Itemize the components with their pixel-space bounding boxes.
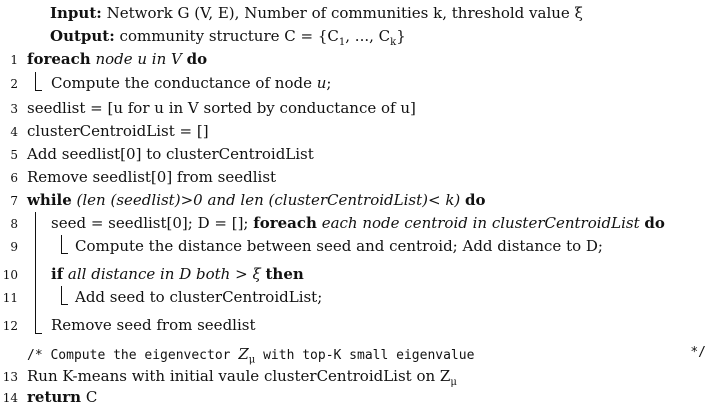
keyword: while xyxy=(27,191,72,209)
while-block-bar-end xyxy=(35,333,42,334)
line-sub: μ xyxy=(450,377,457,388)
line-text: seed = seedlist[0]; D = []; xyxy=(51,214,254,232)
line-text: Compute the conductance of node xyxy=(51,74,317,92)
output-sub-k: k xyxy=(390,37,397,48)
line-number: 7 xyxy=(10,194,18,208)
line-number: 6 xyxy=(10,171,18,185)
line-number: 8 xyxy=(10,217,18,231)
line-number: 13 xyxy=(2,370,18,384)
line-tail: ; xyxy=(326,74,332,92)
comment-text: /* Compute the eigenvector xyxy=(27,348,239,363)
keyword: then xyxy=(265,265,304,283)
line-tail: > ξ xyxy=(235,265,266,283)
block-bar-end xyxy=(35,90,42,91)
line-text: Run K-means with initial vaule clusterCentroidList on Z xyxy=(27,367,451,385)
line-text: Remove seedlist[0] from seedlist xyxy=(27,168,277,186)
output-end: } xyxy=(396,27,406,45)
keyword: do xyxy=(186,50,208,68)
line-number: 2 xyxy=(10,77,18,91)
line-text: clusterCentroidList = [] xyxy=(27,122,209,140)
line-number: 1 xyxy=(10,53,18,67)
line-number: 12 xyxy=(2,319,18,333)
line-text: Add seedlist[0] to clusterCentroidList xyxy=(27,145,314,163)
keyword: if xyxy=(51,265,64,283)
line-number: 11 xyxy=(2,291,18,305)
block-bar xyxy=(35,72,36,90)
line-itext: all distance in D both xyxy=(63,265,236,283)
line-text: (len (seedlist)>0 and len (clusterCentroidList)< k) xyxy=(71,191,466,209)
line-var: u xyxy=(316,74,327,92)
keyword: foreach xyxy=(253,214,317,232)
keyword: do xyxy=(644,214,665,232)
keyword: return xyxy=(27,388,82,406)
block-bar xyxy=(61,286,62,304)
line-text: Compute the distance between seed and centroid; Add distance to D; xyxy=(75,237,603,255)
block-bar-end xyxy=(61,304,68,305)
line-text: Add seed to clusterCentroidList; xyxy=(75,288,323,306)
line-number: 9 xyxy=(10,240,18,254)
line-text: C xyxy=(81,388,98,406)
comment-tail: with top-K small eigenvalue xyxy=(255,348,475,363)
line-text: node u in V xyxy=(90,50,187,68)
keyword: do xyxy=(465,191,486,209)
input-text: Network G (V, E), Number of communities k, threshold value ξ xyxy=(106,4,583,22)
block-bar-end xyxy=(61,253,68,254)
line-number: 4 xyxy=(10,125,18,139)
line-number: 5 xyxy=(10,148,18,162)
line-number: 10 xyxy=(2,268,18,282)
output-label: Output: xyxy=(50,27,115,45)
algo-comment xyxy=(0,344,714,368)
output-text: community structure C = {C xyxy=(119,27,339,45)
line-text: Remove seed from seedlist xyxy=(51,316,256,334)
line-text: seedlist = [u for u in V sorted by conductance of u] xyxy=(27,99,416,117)
output-mid: , ..., C xyxy=(345,27,391,45)
comment-var: Z xyxy=(238,345,249,363)
block-bar xyxy=(61,235,62,253)
keyword: foreach xyxy=(27,50,91,68)
comment-sub: μ xyxy=(248,354,256,366)
line-number: 3 xyxy=(10,102,18,116)
output-sub-1: 1 xyxy=(338,37,346,48)
while-block-bar xyxy=(35,212,36,333)
line-number: 14 xyxy=(2,391,18,405)
input-label: Input: xyxy=(50,4,102,22)
comment-end: */ xyxy=(690,345,706,360)
line-itext: each node centroid in clusterCentroidList xyxy=(316,214,645,232)
